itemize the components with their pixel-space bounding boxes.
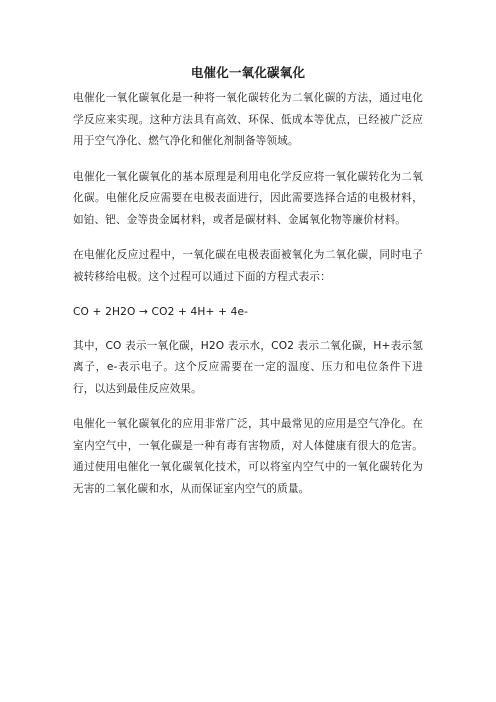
paragraph-applications: 电催化一氧化碳氧化的应用非常广泛，其中最常见的应用是空气净化。在室内空气中，一氧化碳是一种有毒有害物质，对人体健康有很大的危害。通过使用电催化一氧化碳氧化技术，可以将室内空气中的一氧化碳转化为无害的二氧化碳和水，从而保证室内空气的质量。 — [73, 418, 423, 495]
paragraph-principle: 电催化一氧化碳氧化的基本原理是利用电化学反应将一氧化碳转化为二氧化碳。电催化反应需要在电极表面进行，因此需要选择合适的电极材料，如铂、钯、金等贵金属材料，或者是碳材料、金属氧化物等廉价材料。 — [73, 170, 423, 226]
paragraph-explanation: 其中，CO 表示一氧化碳，H2O 表示水，CO2 表示二氧化碳，H+表示氢离子，e-表示电子。这个反应需要在一定的温度、压力和电位条件下进行，以达到最佳反应效果。 — [73, 339, 423, 395]
document-page — [73, 64, 423, 514]
paragraph-process: 在电催化反应过程中，一氧化碳在电极表面被氧化为二氧化碳，同时电子被转移给电极。这个过程可以通过下面的方程式表示： — [73, 249, 423, 283]
reaction-equation: CO + 2H2O → CO2 + 4H+ + 4e- — [73, 306, 249, 318]
paragraph-intro: 电催化一氧化碳氧化是一种将一氧化碳转化为二氧化碳的方法，通过电化学反应来实现。这种方法具有高效、环保、低成本等优点，已经被广泛应用于空气净化、燃气净化和催化剂制备等领域。 — [73, 92, 423, 147]
document-title: 电催化一氧化碳氧化 — [190, 65, 306, 80]
